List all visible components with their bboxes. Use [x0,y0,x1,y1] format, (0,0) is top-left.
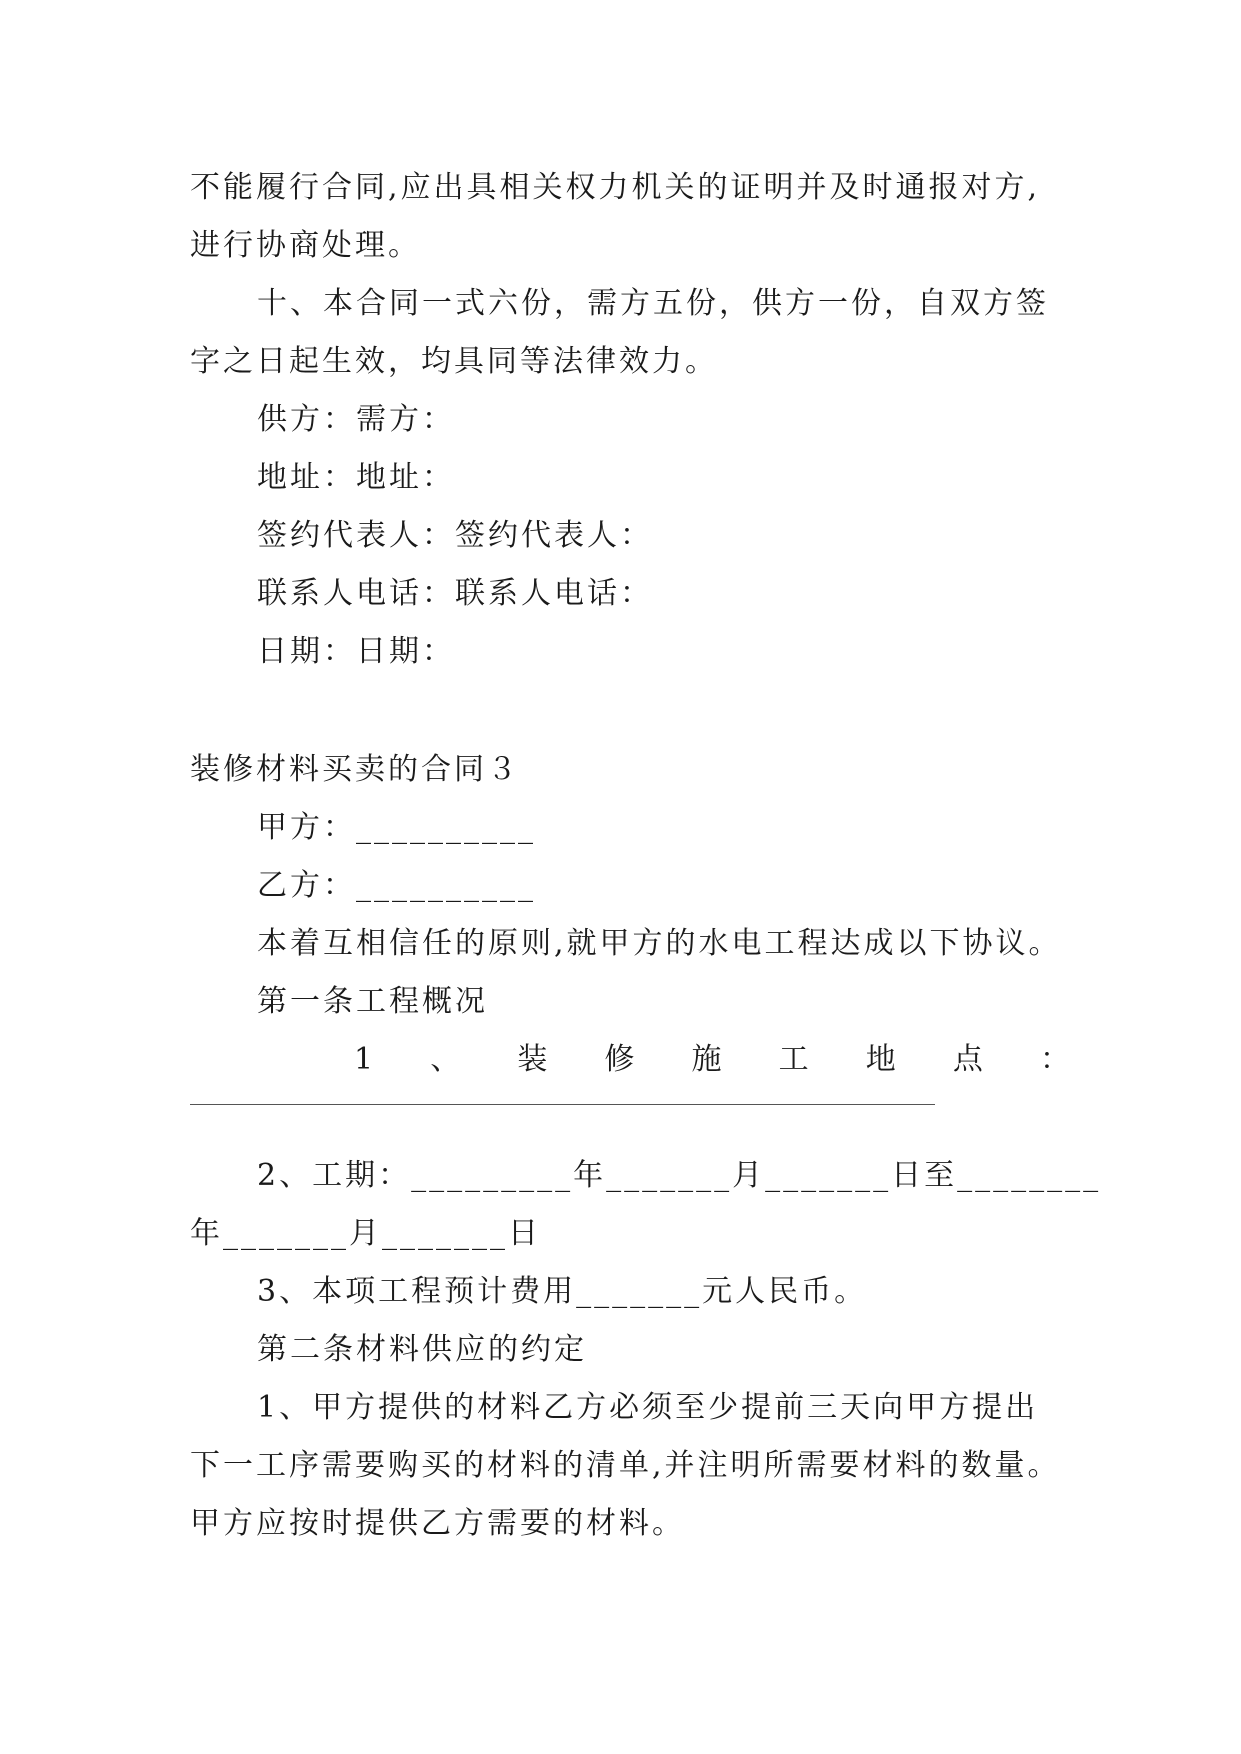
signature-representative-line: 签约代表人：签约代表人： [257,518,653,553]
spread-char: 点 [952,1042,983,1077]
clause-ten: 十、本合同一式六份，需方五份，供方一份，自双方签 [257,286,1049,321]
text-line: 甲方应按时提供乙方需要的材料。 [190,1506,685,1541]
party-a-line: 甲方：__________ [257,810,536,845]
text-line: 年_______月_______日 [190,1216,541,1251]
signature-party-line: 供方：需方： [257,402,455,437]
text-line: 进行协商处理。 [190,228,421,263]
text-line: 本着互相信任的原则,就甲方的水电工程达成以下协议。 [257,926,1062,961]
spread-char: 地 [865,1042,896,1077]
spread-char: 装 [517,1042,548,1077]
party-b-line: 乙方：__________ [257,868,536,903]
signature-address-line: 地址：地址： [257,460,455,495]
spread-char: 施 [691,1042,722,1077]
article-two-heading: 第二条材料供应的约定 [257,1332,587,1367]
signature-phone-line: 联系人电话：联系人电话： [257,576,653,611]
article-one-heading: 第一条工程概况 [257,984,488,1019]
spread-char: 、 [430,1042,461,1077]
text-line: 字之日起生效，均具同等法律效力。 [190,344,718,379]
duration-line: 2、工期：_________年_______月_______日至________ [257,1158,1102,1193]
text-line: 不能履行合同,应出具相关权力机关的证明并及时通报对方, [190,170,1041,205]
cost-line: 3、本项工程预计费用_______元人民币。 [257,1274,868,1309]
spread-char: 工 [778,1042,809,1077]
contract-title: 装修材料买卖的合同３ [190,752,520,787]
blank-underline [190,1104,935,1105]
signature-date-line: 日期：日期： [257,634,455,669]
construction-site-line [190,1040,1070,1080]
spread-char: ： [1039,1042,1070,1077]
spread-char: 修 [604,1042,635,1077]
spread-char: 1 [354,1042,374,1077]
text-line: 1、甲方提供的材料乙方必须至少提前三天向甲方提出 [257,1390,1039,1425]
text-line: 下一工序需要购买的材料的清单,并注明所需要材料的数量。 [190,1448,1061,1483]
